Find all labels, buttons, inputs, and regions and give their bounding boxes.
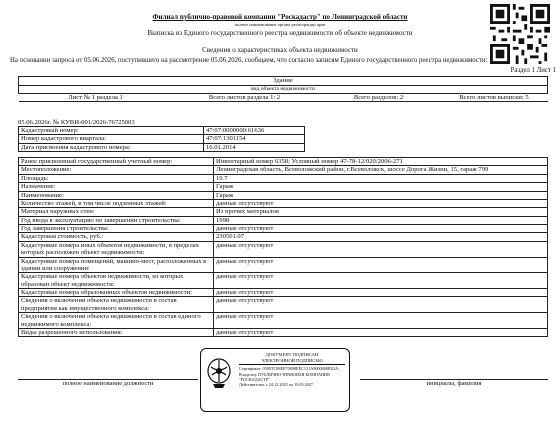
row-value: данные отсутствуют [214, 328, 548, 336]
total-sheets: Всего листов выписки: 5 [441, 94, 548, 102]
meta-value: 16.01.2014 [204, 143, 305, 151]
row-label: Материал наружных стен: [19, 208, 214, 216]
table-row [19, 289, 548, 297]
row-value: данные отсутствуют [214, 257, 548, 273]
table-row [19, 257, 548, 273]
table-row [19, 183, 548, 191]
table-row [19, 166, 548, 174]
row-label: Назначение: [19, 183, 214, 191]
row-value: данные отсутствуют [214, 225, 548, 233]
table-row [19, 208, 548, 216]
table-row [19, 273, 548, 289]
row-label: Местоположение: [19, 166, 214, 174]
row-value: 230561.07 [214, 233, 548, 241]
row-label: Год ввода в эксплуатацию по завершении строительства: [19, 216, 214, 224]
extract-title: Выписка из Единого государственного реестра недвижимости об объекте недвижимости [147, 29, 413, 37]
row-label: Виды разрешенного использования: [19, 328, 214, 336]
basis-text: На основании запроса от 05.06.2026, поступившего на рассмотрение 05.06.2026, сообщаем, что согласно записям Единого государственного реестра недвижимости: [10, 57, 488, 64]
meta-label: Дата присвоения кадастрового номера: [19, 143, 204, 151]
table-row [19, 191, 548, 199]
meta-label: Кадастровый номер: [19, 127, 204, 135]
row-label: Ранее присвоенный государственный учетный номер: [19, 158, 214, 166]
row-label: Кадастровые номера иных объектов недвижимости, в пределах которых расположен объект недвижимости: [19, 241, 214, 257]
row-label: Кадастровые номера помещений, машино-мест, расположенных в здании или сооружении: [19, 257, 214, 273]
object-kind-block [18, 76, 548, 102]
row-value: данные отсутствуют [214, 289, 548, 297]
table-row [19, 233, 548, 241]
table-row [19, 174, 548, 182]
table-row [19, 216, 548, 224]
row-label: Сведения о включении объекта недвижимости в состав предприятия как имущественного комплекса: [19, 297, 214, 313]
row-value: Гараж [214, 191, 548, 199]
row-value: Ленинградская область, Всеволожский район, г.Всеволожск, шоссе Дорога Жизни, 15, гараж 799 [214, 166, 548, 174]
stamp-divider [239, 364, 345, 365]
row-label: Кадастровые номера объектов недвижимости, из которых образован объект недвижимости: [19, 273, 214, 289]
stamp-line1: ДОКУМЕНТ ПОДПИСАН [265, 352, 319, 357]
meta-row [19, 127, 305, 135]
row-value: Гараж [214, 183, 548, 191]
table-row [19, 241, 548, 257]
row-value: данные отсутствуют [214, 273, 548, 289]
row-value: 19.7 [214, 174, 548, 182]
table-row [19, 313, 548, 329]
stamp-line5: "РОСКАДАСТР" [239, 376, 270, 382]
table-row [19, 225, 548, 233]
org-title: Филиал публично-правовой компании "Роскадастр" по Ленинградской области [152, 13, 408, 21]
stamp-line4: Владелец: ПУБЛИЧНО-ПРАВОВАЯ КОМПАНИЯ [239, 371, 330, 377]
emblem-icon [206, 357, 232, 389]
object-kind-caption: вид объекта недвижимости [251, 86, 315, 92]
row-value: 1998 [214, 216, 548, 224]
row-label: Количество этажей, в том числе подземных этажей: [19, 199, 214, 207]
position-caption: полное наименование должности [62, 380, 154, 387]
meta-table [18, 126, 305, 152]
object-kind: Здание [273, 77, 293, 84]
row-label: Кадастровая стоимость, руб.: [19, 233, 214, 241]
row-value: данные отсутствуют [214, 313, 548, 329]
row-label: Сведения о включении объекта недвижимости в состав единого недвижимого комплекса: [19, 313, 214, 329]
row-label: Год завершения строительства: [19, 225, 214, 233]
name-caption: инициалы, фамилия [426, 380, 482, 387]
row-value: Инвентарный номер 6358; Условный номер 47-78-12/020/2006-271 [214, 158, 548, 166]
total-section-sheets: Всего листов раздела 1: 2 [173, 94, 317, 102]
table-row [19, 158, 548, 166]
sheet-number: Лист № 1 раздела 1 [19, 94, 173, 102]
stamp-line2: ЭЛЕКТРОННОЙ ПОДПИСЬЮ [261, 357, 323, 363]
e-signature-stamp [200, 348, 350, 412]
table-row [19, 297, 548, 313]
row-label: Наименование: [19, 191, 214, 199]
row-value: данные отсутствуют [214, 297, 548, 313]
row-value: Из прочих материалов [214, 208, 548, 216]
section-label: Раздел 1 Лист 1 [510, 67, 556, 74]
meta-value: 47:07:1301154 [204, 135, 305, 143]
section-title: Сведения о характеристиках объекта недвижимости [202, 46, 358, 54]
meta-value: 47:07:0000000:61636 [204, 127, 305, 135]
table-row [19, 328, 548, 336]
meta-row [19, 135, 305, 143]
request-info: 05.06.2026г. № КУВИ-001/2026-76725003 [18, 119, 135, 126]
row-value: данные отсутствуют [214, 241, 548, 257]
row-label: Площадь: [19, 174, 214, 182]
meta-label: Номер кадастрового квартала: [19, 135, 204, 143]
row-value: данные отсутствуют [214, 199, 548, 207]
total-sections: Всего разделов: 2 [317, 94, 441, 102]
stamp-line3: Сертификат: 0399ТС88ЕЕ70098ЕЕС121А9000000ЕЕ2А [239, 366, 339, 372]
stamp-line6: Действителен: с 24.12.2025 по 19.03.2027 [239, 382, 314, 388]
meta-row [19, 143, 305, 151]
qr-code-icon [490, 4, 550, 64]
table-row [19, 199, 548, 207]
row-label: Кадастровые номера образованных объектов недвижимости: [19, 289, 214, 297]
characteristics-table [18, 157, 548, 337]
org-caption: полное наименование органа регистрации прав [234, 22, 326, 27]
